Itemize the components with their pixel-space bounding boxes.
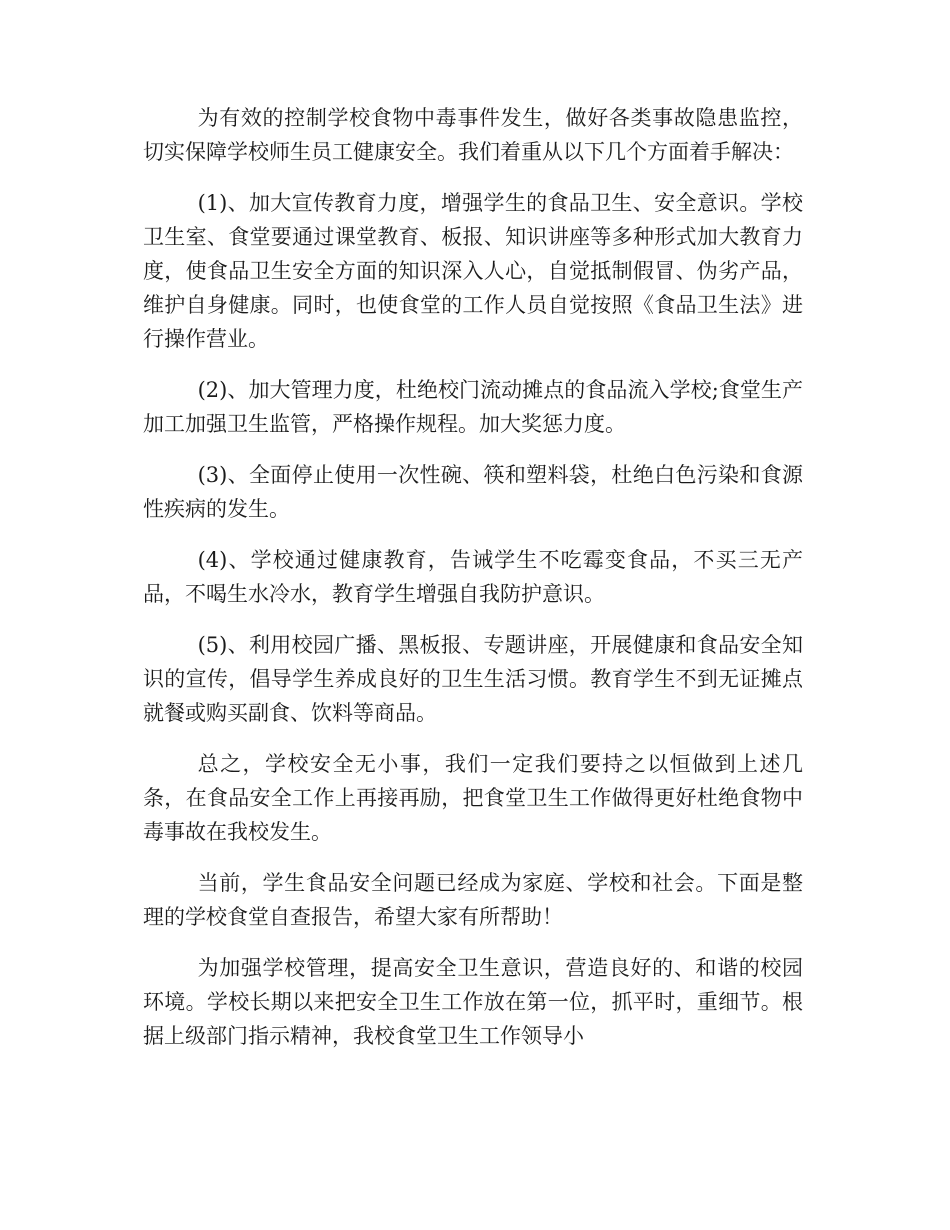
paragraph-item-3: (3)、全面停止使用一次性碗、筷和塑料袋，杜绝白色污染和食源性疾病的发生。 <box>143 463 803 521</box>
paragraph-preface: 当前，学生食品安全问题已经成为家庭、学校和社会。下面是整理的学校食堂自查报告，希望大家有所帮助！ <box>143 871 803 929</box>
paragraph-item-5: (5)、利用校园广播、黑板报、专题讲座，开展健康和食品安全知识的宣传，倡导学生养成良好的卫生生活习惯。教育学生不到无证摊点就餐或购买副食、饮料等商品。 <box>143 633 803 725</box>
paragraph-item-1: (1)、加大宣传教育力度，增强学生的食品卫生、安全意识。学校卫生室、食堂要通过课堂教育、板报、知识讲座等多种形式加大教育力度，使食品卫生安全方面的知识深入人心，自觉抵制假冒、伪劣产品，维护自身健康。同时，也使食堂的工作人员自觉按照《食品卫生法》进行操作营业。 <box>143 191 803 351</box>
paragraph-summary: 总之，学校安全无小事，我们一定我们要持之以恒做到上述几条，在食品安全工作上再接再励，把食堂卫生工作做得更好杜绝食物中毒事故在我校发生。 <box>143 752 803 844</box>
paragraph-item-4: (4)、学校通过健康教育，告诫学生不吃霉变食品，不买三无产品，不喝生水冷水，教育学生增强自我防护意识。 <box>143 548 803 606</box>
paragraph-intro: 为有效的控制学校食物中毒事件发生，做好各类事故隐患监控，切实保障学校师生员工健康安全。我们着重从以下几个方面着手解决： <box>143 106 803 164</box>
paragraph-report-start: 为加强学校管理，提高安全卫生意识，营造良好的、和谐的校园环境。学校长期以来把安全卫生工作放在第一位，抓平时，重细节。根据上级部门指示精神，我校食堂卫生工作领导小 <box>143 956 803 1048</box>
document-page <box>143 101 803 1070</box>
paragraph-item-2: (2)、加大管理力度，杜绝校门流动摊点的食品流入学校;食堂生产加工加强卫生监管，严格操作规程。加大奖惩力度。 <box>143 378 803 436</box>
